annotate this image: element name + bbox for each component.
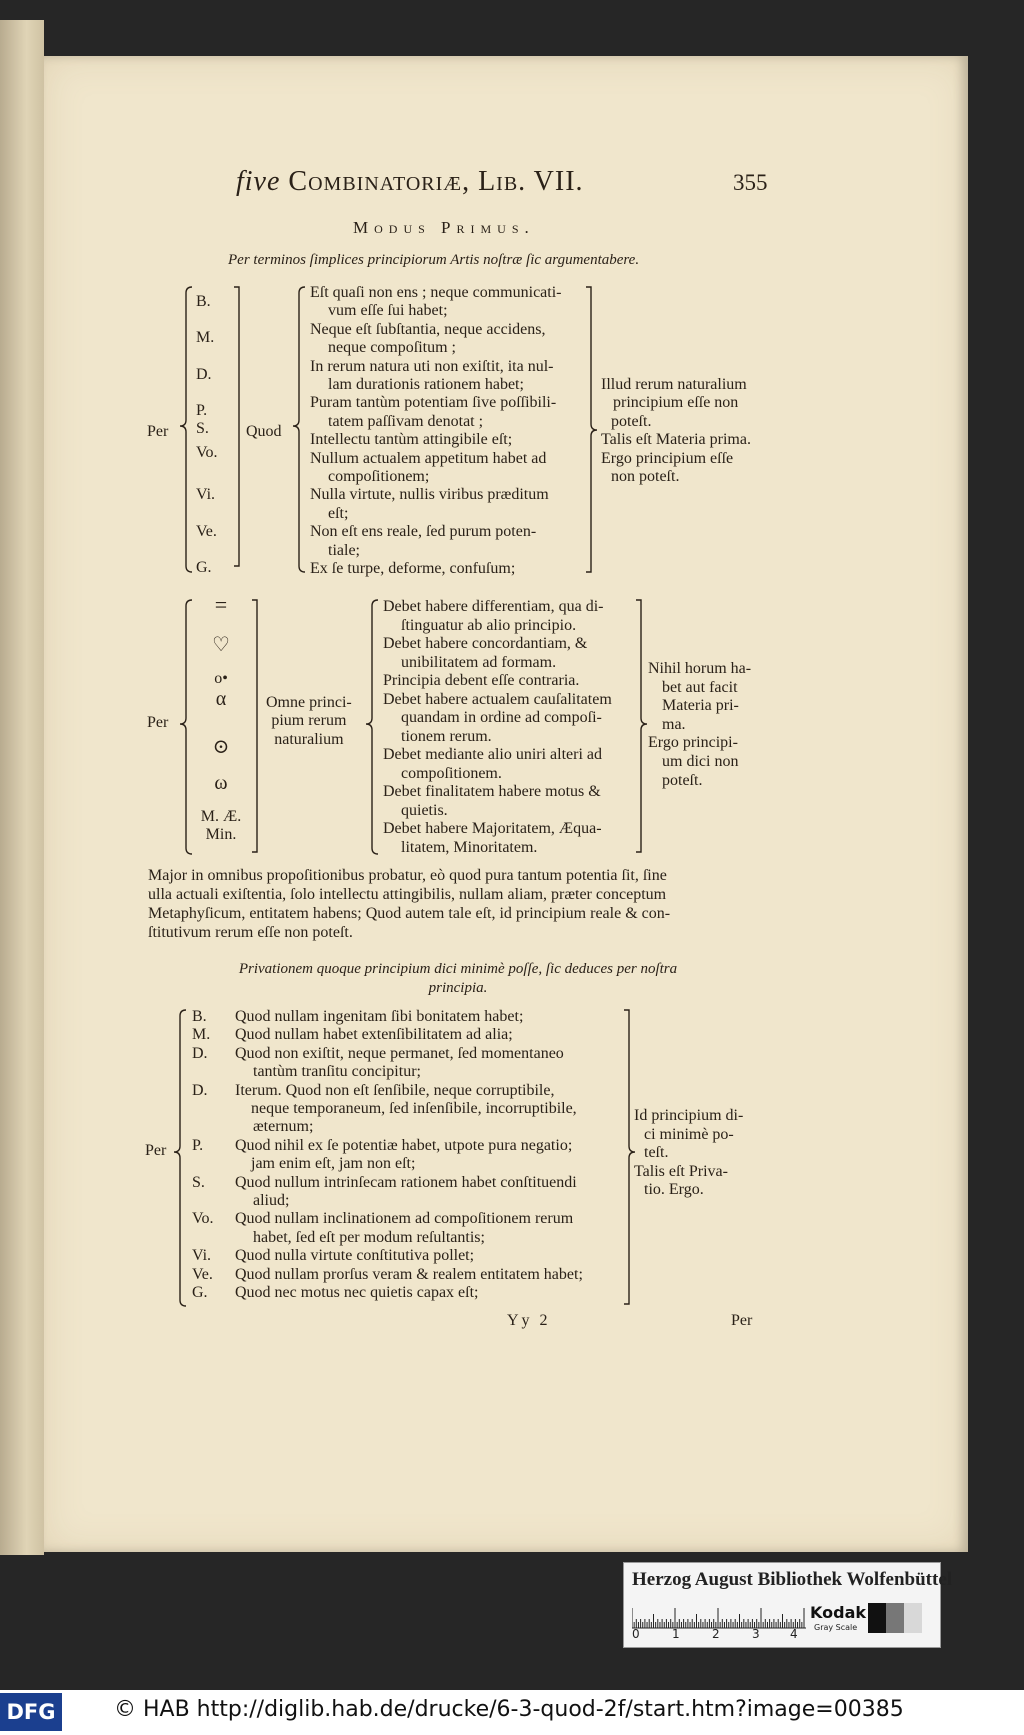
- ruler-number: 4: [790, 1627, 798, 1641]
- paragraph-line: ulla actuali exiſtentia, ſolo intellectu attingibilis, nullam aliam, præter conceptum: [148, 886, 667, 903]
- premise-line: jam enim eſt, jam non eſt;: [251, 1155, 416, 1173]
- gray-swatch-mid: [886, 1603, 904, 1633]
- paragraph-line: Metaphyſicum, entitatem habens; Quod autem tale eſt, id principium reale & con-: [148, 905, 671, 922]
- letter: D.: [192, 1044, 208, 1062]
- letter: M.: [196, 329, 215, 347]
- conclusion-line: poteſt.: [611, 412, 652, 430]
- premise-line: quietis.: [401, 801, 448, 819]
- letter: P.: [192, 1136, 204, 1154]
- premise-line: quandam in ordine ad compoſi-: [401, 709, 602, 726]
- letter: B.: [192, 1008, 207, 1025]
- letter: Vi.: [192, 1247, 212, 1265]
- conclusion-line: non poteſt.: [611, 468, 680, 486]
- letter: P.: [196, 402, 208, 420]
- premises-right-brace: [586, 287, 597, 572]
- premise-line: Neque eſt ſubſtantia, neque accidens,: [310, 320, 546, 338]
- library-color-card: [623, 1562, 953, 1648]
- premise-line: tionem rerum.: [401, 727, 492, 745]
- privation-left-brace: [174, 1010, 186, 1306]
- premise-line: compoſitionem;: [328, 468, 430, 486]
- letter: D.: [196, 365, 212, 383]
- symbol: Min.: [205, 826, 237, 844]
- gray-swatch-light: [904, 1603, 922, 1633]
- dfg-logo: DFG: [0, 1693, 62, 1731]
- premise-line: vum eſſe ſui habet;: [328, 302, 448, 320]
- letter: G.: [196, 559, 212, 577]
- section-title: Modus Primus.: [353, 218, 535, 237]
- ruler-scale: [632, 1599, 806, 1629]
- premise-line: Quod nullam inclinationem ad compoſitionem rerum: [235, 1210, 574, 1228]
- premise-line: eſt;: [328, 504, 349, 522]
- premise-line: Debet habere concordantiam, &: [383, 635, 588, 652]
- section-intro: Per terminos ſimplices principiorum Artis noſtræ ſic argumentabere.: [228, 252, 640, 268]
- premise-line: compoſitionem.: [401, 764, 502, 782]
- kodak-logo: Kodak: [810, 1603, 866, 1622]
- library-name: Herzog August Bibliothek Wolfenbüttel: [632, 1569, 953, 1590]
- symbol: ♡: [212, 634, 230, 656]
- conclusion-line: Illud rerum naturalium: [601, 376, 747, 393]
- page-number: 355: [733, 170, 768, 195]
- premise-line: Principia debent eſſe contraria.: [383, 672, 580, 689]
- premise-line: habet, ſed eſt per modum reſultantis;: [253, 1228, 485, 1246]
- subtitle-line: principia.: [428, 980, 488, 996]
- signature-mark: Yy 2: [507, 1312, 551, 1329]
- middle-line: naturalium: [274, 730, 344, 748]
- ruler-number: 2: [712, 1627, 720, 1641]
- premise-line: Quod nihil ex ſe potentiæ habet, utpote pura negatio;: [235, 1136, 573, 1154]
- statements-right-brace: [636, 600, 647, 852]
- gray-swatch-dark: [868, 1603, 886, 1633]
- premise-line: neque compoſitum ;: [328, 339, 456, 357]
- per-label: Per: [147, 714, 169, 731]
- running-head-title: Combinatoriæ, Lib. VII.: [288, 166, 584, 197]
- premise-line: Debet habere actualem cauſalitatem: [383, 690, 612, 708]
- symbols-left-brace: [180, 600, 192, 854]
- conclusion-line: teſt.: [644, 1144, 669, 1162]
- conclusion-line: Nihil horum ha-: [648, 660, 752, 677]
- conclusion-line: Materia pri-: [662, 697, 739, 715]
- conclusion-line: tio. Ergo.: [644, 1181, 704, 1199]
- running-head-prefix: five: [236, 166, 281, 197]
- conclusion-line: um dici non: [662, 752, 739, 770]
- letters-right-bracket: [234, 287, 239, 566]
- paragraph-line: ſtitutivum rerum eſſe non poteſt.: [148, 924, 353, 941]
- conclusion-line: bet aut facit: [662, 678, 738, 696]
- ruler-number: 3: [752, 1627, 760, 1641]
- catchword: Per: [731, 1312, 753, 1329]
- letter: S.: [192, 1173, 205, 1191]
- conclusion-line: ma.: [662, 715, 686, 733]
- symbol: M. Æ.: [200, 808, 242, 825]
- conclusion-line: principium eſſe non: [613, 394, 739, 412]
- premise-line: Debet finalitatem habere motus &: [383, 783, 601, 800]
- letter: B.: [196, 293, 211, 310]
- premises-left-brace: [293, 287, 305, 572]
- premise-line: Quod nec motus nec quietis capax eſt;: [235, 1284, 479, 1302]
- premise-line: aliud;: [253, 1192, 290, 1210]
- conclusion-line: Id principium di-: [634, 1107, 744, 1124]
- paragraph-line: Major in omnibus propoſitionibus probatur, eò quod pura tantum potentia ſit, ſine: [148, 867, 667, 884]
- subtitle-line: Privationem quoque principium dici minimè poſſe, ſic deduces per noſtra: [238, 961, 678, 977]
- premise-line: tantùm tranſitu concipitur;: [253, 1063, 421, 1081]
- premise-line: Non eſt ens reale, ſed purum poten-: [310, 523, 537, 541]
- per-label: Per: [145, 1142, 167, 1159]
- conclusion-line: Ergo principium eſſe: [601, 449, 734, 467]
- premise-line: Puram tantùm potentiam ſive poſſibili-: [310, 394, 557, 412]
- premise-line: æternum;: [253, 1118, 314, 1136]
- conclusion-line: Talis eſt Priva-: [634, 1162, 728, 1180]
- premise-line: Quod nulla virtute conſtitutiva pollet;: [235, 1247, 475, 1265]
- symbol: α: [215, 688, 227, 710]
- premise-line: Eſt quaſi non ens ; neque communicati-: [310, 284, 562, 301]
- conclusion-line: poteſt.: [662, 771, 703, 789]
- premise-line: In rerum natura uti non exiſtit, ita nul-: [310, 357, 554, 375]
- symbol: ⊙: [212, 736, 230, 758]
- per-label: Per: [147, 423, 169, 440]
- conclusion-line: Ergo principi-: [648, 734, 738, 752]
- premise-line: Quod nullum intrinſecam rationem habet conſtituendi: [235, 1173, 577, 1191]
- premise-line: Debet mediante alio uniri alteri ad: [383, 746, 603, 763]
- privation-right-brace: [624, 1010, 635, 1304]
- copyright-link[interactable]: © HAB http://diglib.hab.de/drucke/6-3-quod-2f/start.htm?image=00385: [114, 1697, 904, 1722]
- conclusion-line: ci minimè po-: [644, 1125, 734, 1143]
- conclusion-line: Talis eſt Materia prima.: [601, 431, 751, 449]
- letter: M.: [192, 1026, 211, 1044]
- premise-line: neque temporaneum, ſed inſenſibile, incorruptibile,: [251, 1100, 577, 1118]
- gray-scale-label: Gray Scale: [814, 1623, 858, 1632]
- premise-line: Ex ſe turpe, deforme, confuſum;: [310, 560, 516, 578]
- ruler-number: 0: [632, 1627, 640, 1641]
- quod-label: Quod: [246, 423, 282, 440]
- premise-line: Debet habere Majoritatem, Æqua-: [383, 820, 602, 837]
- premise-line: Debet habere differentiam, qua di-: [383, 598, 604, 615]
- letter: Ve.: [192, 1265, 213, 1283]
- letter: Ve.: [196, 522, 217, 540]
- symbol: =: [214, 592, 228, 617]
- letter: Vi.: [196, 486, 216, 504]
- premise-line: Quod nullam ingenitam ſibi bonitatem habet;: [235, 1008, 524, 1025]
- symbol: o•: [214, 670, 228, 687]
- letter: Vo.: [196, 444, 218, 462]
- letter: Vo.: [192, 1210, 214, 1228]
- ruler-number: 1: [672, 1627, 680, 1641]
- premise-line: tiale;: [328, 541, 360, 559]
- symbol: ω: [214, 772, 228, 794]
- premise-line: Nullum actualem appetitum habet ad: [310, 449, 547, 467]
- premise-line: unibilitatem ad formam.: [401, 653, 557, 671]
- premise-line: Quod non exiſtit, neque permanet, ſed momentaneo: [235, 1044, 564, 1062]
- premise-line: Quod nullam prorſus veram & realem entitatem habet;: [235, 1265, 583, 1283]
- premise-line: lam durationis rationem habet;: [328, 376, 524, 394]
- premise-line: litatem, Minoritatem.: [401, 838, 538, 856]
- premise-line: Intellectu tantùm attingibile eſt;: [310, 431, 513, 449]
- premise-line: Nulla virtute, nullis viribus præditum: [310, 486, 549, 504]
- middle-line: Omne princi-: [266, 694, 352, 711]
- letter: D.: [192, 1081, 208, 1099]
- letter: S.: [196, 420, 209, 438]
- statements-left-brace: [366, 600, 378, 854]
- premise-line: tatem paſſivam denotat ;: [328, 412, 484, 430]
- middle-line: pium rerum: [271, 712, 347, 730]
- letter: G.: [192, 1284, 208, 1301]
- premise-line: Quod nullam habet extenſibilitatem ad alia;: [235, 1026, 513, 1044]
- letters-left-brace: [180, 287, 192, 572]
- premise-line: ſtinguatur ab alio principio.: [401, 616, 577, 634]
- premise-line: Iterum. Quod non eſt ſenſibile, neque corruptibile,: [235, 1081, 555, 1099]
- symbols-right-bracket: [252, 600, 257, 852]
